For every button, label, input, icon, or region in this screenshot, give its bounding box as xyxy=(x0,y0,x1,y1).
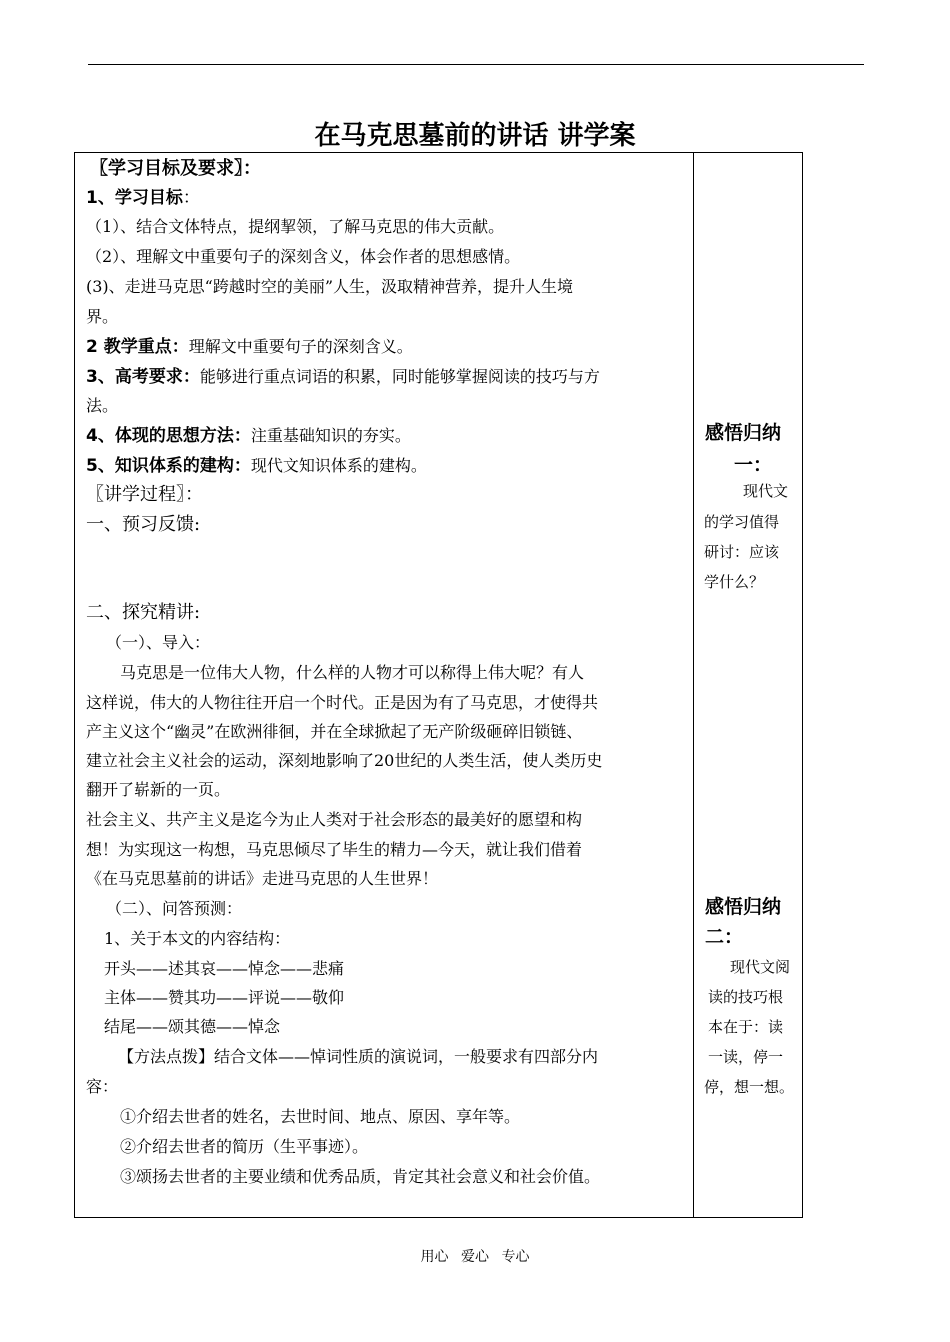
insight2-title: 感悟归纳 xyxy=(705,896,782,918)
key-point: 2 教学重点：理解文中重要句子的深刻含义。 xyxy=(86,337,413,357)
structure-heading: 1、关于本文的内容结构： xyxy=(104,929,291,948)
document-title: 在马克思墓前的讲话 讲学案 xyxy=(314,121,636,151)
structure-line: 结尾——颂其德——悼念 xyxy=(104,1017,281,1036)
preview-heading: 一、预习反馈: xyxy=(86,514,201,535)
tip-item: ③颂扬去世者的主要业绩和优秀品质，肯定其社会意义和社会价值。 xyxy=(120,1167,601,1186)
insight2-number: 二： xyxy=(705,926,744,948)
thinking-method: 4、体现的思想方法：注重基础知识的夯实。 xyxy=(86,426,411,446)
insight1-line: 学什么？ xyxy=(704,573,765,591)
insight1-number: 一： xyxy=(734,454,773,476)
tip-item: ①介绍去世者的姓名，去世时间、地点、原因、享年等。 xyxy=(120,1107,521,1126)
insight2-line: 现代文阅 xyxy=(730,958,791,976)
exam-requirement-cont: 法。 xyxy=(86,396,119,415)
paragraph-line: 社会主义、共产主义是迄今为止人类对于社会形态的最美好的愿望和构 xyxy=(86,810,583,829)
insight2-line: 一读，停一 xyxy=(708,1048,784,1066)
insight1-line: 现代文 xyxy=(743,482,789,500)
paragraph-line: 这样说，伟大的人物往往开启一个时代。正是因为有了马克思，才使得共 xyxy=(86,693,599,712)
structure-line: 主体——赞其功——评说——敬仰 xyxy=(104,988,345,1007)
intro-heading: （一）、导入： xyxy=(106,633,211,652)
goal-item: (3)、走进马克思“跨越时空的美丽”人生，汲取精神营养，提升人生境 xyxy=(86,277,574,296)
paragraph-line: 想！为实现这一构想，马克思倾尽了毕生的精力—今天，就让我们借着 xyxy=(86,840,583,859)
goal-item: （1）、结合文体特点，提纲挈领，了解马克思的伟大贡献。 xyxy=(86,217,505,236)
process-heading: 〖讲学过程〗： xyxy=(86,484,203,505)
paragraph-line: 产主义这个“幽灵”在欧洲徘徊，并在全球掀起了无产阶级砸碎旧锁链、 xyxy=(86,722,583,741)
insight1-title: 感悟归纳 xyxy=(705,422,782,444)
paragraph-line: 马克思是一位伟大人物，什么样的人物才可以称得上伟大呢？有人 xyxy=(120,663,585,682)
paragraph-line: 翻开了崭新的一页。 xyxy=(86,780,231,799)
header-rule xyxy=(88,64,864,65)
insight2-line: 读的技巧根 xyxy=(708,988,784,1006)
tip-item: ②介绍去世者的简历（生平事迹）。 xyxy=(120,1137,369,1156)
goal-item: 界。 xyxy=(86,307,119,326)
structure-line: 开头——述其哀——悼念——悲痛 xyxy=(104,959,345,978)
paragraph-line: 《在马克思墓前的讲话》走进马克思的人生世界！ xyxy=(86,869,439,888)
knowledge-system: 5、知识体系的建构：现代文知识体系的建构。 xyxy=(86,456,427,476)
goal1-heading: 1、学习目标： xyxy=(86,188,200,208)
explore-heading: 二、探究精讲: xyxy=(86,602,201,623)
insight1-line: 的学习值得 xyxy=(704,513,780,531)
page-footer: 用心 爱心 专心 xyxy=(420,1249,530,1265)
paragraph-line: 建立社会主义社会的运动，深刻地影响了20世纪的人类生活，使人类历史 xyxy=(86,751,603,770)
insight2-line: 停，想一想。 xyxy=(704,1078,795,1096)
method-tip: 【方法点拨】结合文体——悼词性质的演说词，一般要求有四部分内 xyxy=(118,1047,599,1066)
qa-heading: （二）、问答预测： xyxy=(106,899,243,918)
goals-heading: 〖学习目标及要求〗： xyxy=(90,158,261,179)
exam-requirement: 3、高考要求：能够进行重点词语的积累，同时能够掌握阅读的技巧与方 xyxy=(86,367,600,387)
column-divider xyxy=(693,152,694,1218)
insight2-line: 本在于：读 xyxy=(708,1018,784,1036)
insight1-line: 研讨：应该 xyxy=(704,543,780,561)
method-tip-cont: 容： xyxy=(86,1077,119,1096)
goal-item: （2）、理解文中重要句子的深刻含义，体会作者的思想感情。 xyxy=(86,247,521,266)
